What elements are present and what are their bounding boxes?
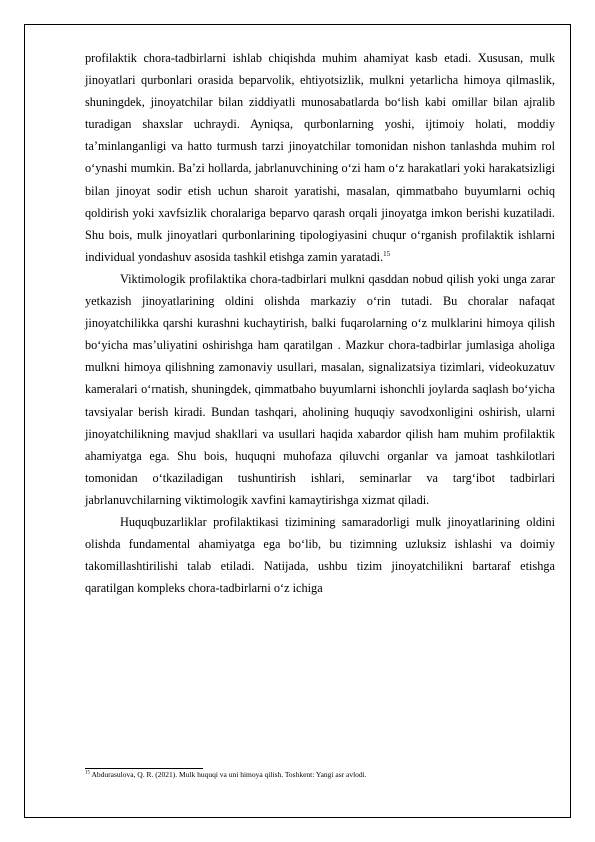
paragraph-2 [85,268,555,511]
footnote-divider [85,768,203,769]
paragraph-3 [85,511,555,599]
page-body [85,47,555,599]
paragraph-3-text: Huquqbuzarliklar profilaktikasi tizimining samaradorligi mulk jinoyatlarining oldini olishda fundamental ahamiyatga ega bo‘lib, bu tizimning uzluksiz ishlashi va doimiy takomillashtirilishi talab etiladi. Natijada, ushbu tizim jinoyatchilikni bartaraf etishga qaratilgan kompleks chora-tadbirlarni o‘z ichiga [85,514,555,596]
footnote [85,770,555,780]
footnote-number: 15 [85,770,90,776]
paragraph-2-text: Viktimologik profilaktika chora-tadbirlari mulkni qasddan nobud qilish yoki unga zarar yetkazish jinoyatlarining oldini olishda markaziy o‘rin tutadi. Bu choralar nafaqat jinoyatchilikka qarshi kurashni kuchaytirish, balki fuqarolarning o‘z mulklarini himoya qilish bo‘yicha mas’uliyatini oshirishga ham qaratilgan . Mazkur chora-tadbirlar jumlasiga aholiga mulkni himoya qilishning zamonaviy usullari, masalan, signalizatsiya tizimlari, videokuzatuv kameralari o‘rnatish, shuningdek, qimmatbaho buyumlarni ishonchli joylarda saqlash bo‘yicha tavsiyalar berish kiradi. Bundan tashqari, aholining huquqiy savodxonligini oshirish, ularni jinoyatchilikning mavjud shakllari va usullari haqida xabardor qilish ham muhim profilaktik ahamiyatga ega. Shu bois, huquqni muhofaza qiluvchi organlar va jamoat tashkilotlari tomonidan o‘tkaziladigan tushuntirish ishlari, seminarlar va targ‘ibot tadbirlari jabrlanuvchilarning viktimologik xavfini kamaytirishga xizmat qiladi. [85,271,555,507]
paragraph-1 [85,47,555,268]
footnote-text: Abdurasulova, Q. R. (2021). Mulk huquqi va uni himoya qilish. Toshkent: Yangi asr avlodi. [91,770,367,779]
paragraph-1-text: profilaktik chora-tadbirlarni ishlab chiqishda muhim ahamiyat kasb etadi. Xususan, mulk jinoyatlari qurbonlari orasida beparvolik, ehtiyotsizlik, mulkni yetarlicha himoya qilmaslik, shuningdek, jinoyatchilar bilan ziddiyatli munosabatlarda bo‘lish kabi omillar bilan ajralib turadigan shaxslar uchraydi. Ayniqsa, qurbonlarning yoshi, ijtimoiy holati, moddiy ta’minlanganligi va hatto turmush tarzi jinoyatchilar tomonidan nishon tanlashda muhim rol o‘ynashi mumkin. Ba’zi hollarda, jabrlanuvchining o‘zi ham o‘z harakatlari yoki harakatsizligi bilan jinoyat sodir etish uchun sharoit yaratishi, masalan, qimmatbaho buyumlarni ochiq qoldirish yoki xavfsizlik choralariga beparvo qarash orqali jinoyatga imkon berishi kuzatiladi. Shu bois, mulk jinoyatlari qurbonlarining tipologiyasini chuqur o‘rganish profilaktik ishlarni individual yondashuv asosida tashkil etishga zamin yaratadi. [85,51,555,264]
footnote-reference[interactable]: 15 [383,249,391,258]
